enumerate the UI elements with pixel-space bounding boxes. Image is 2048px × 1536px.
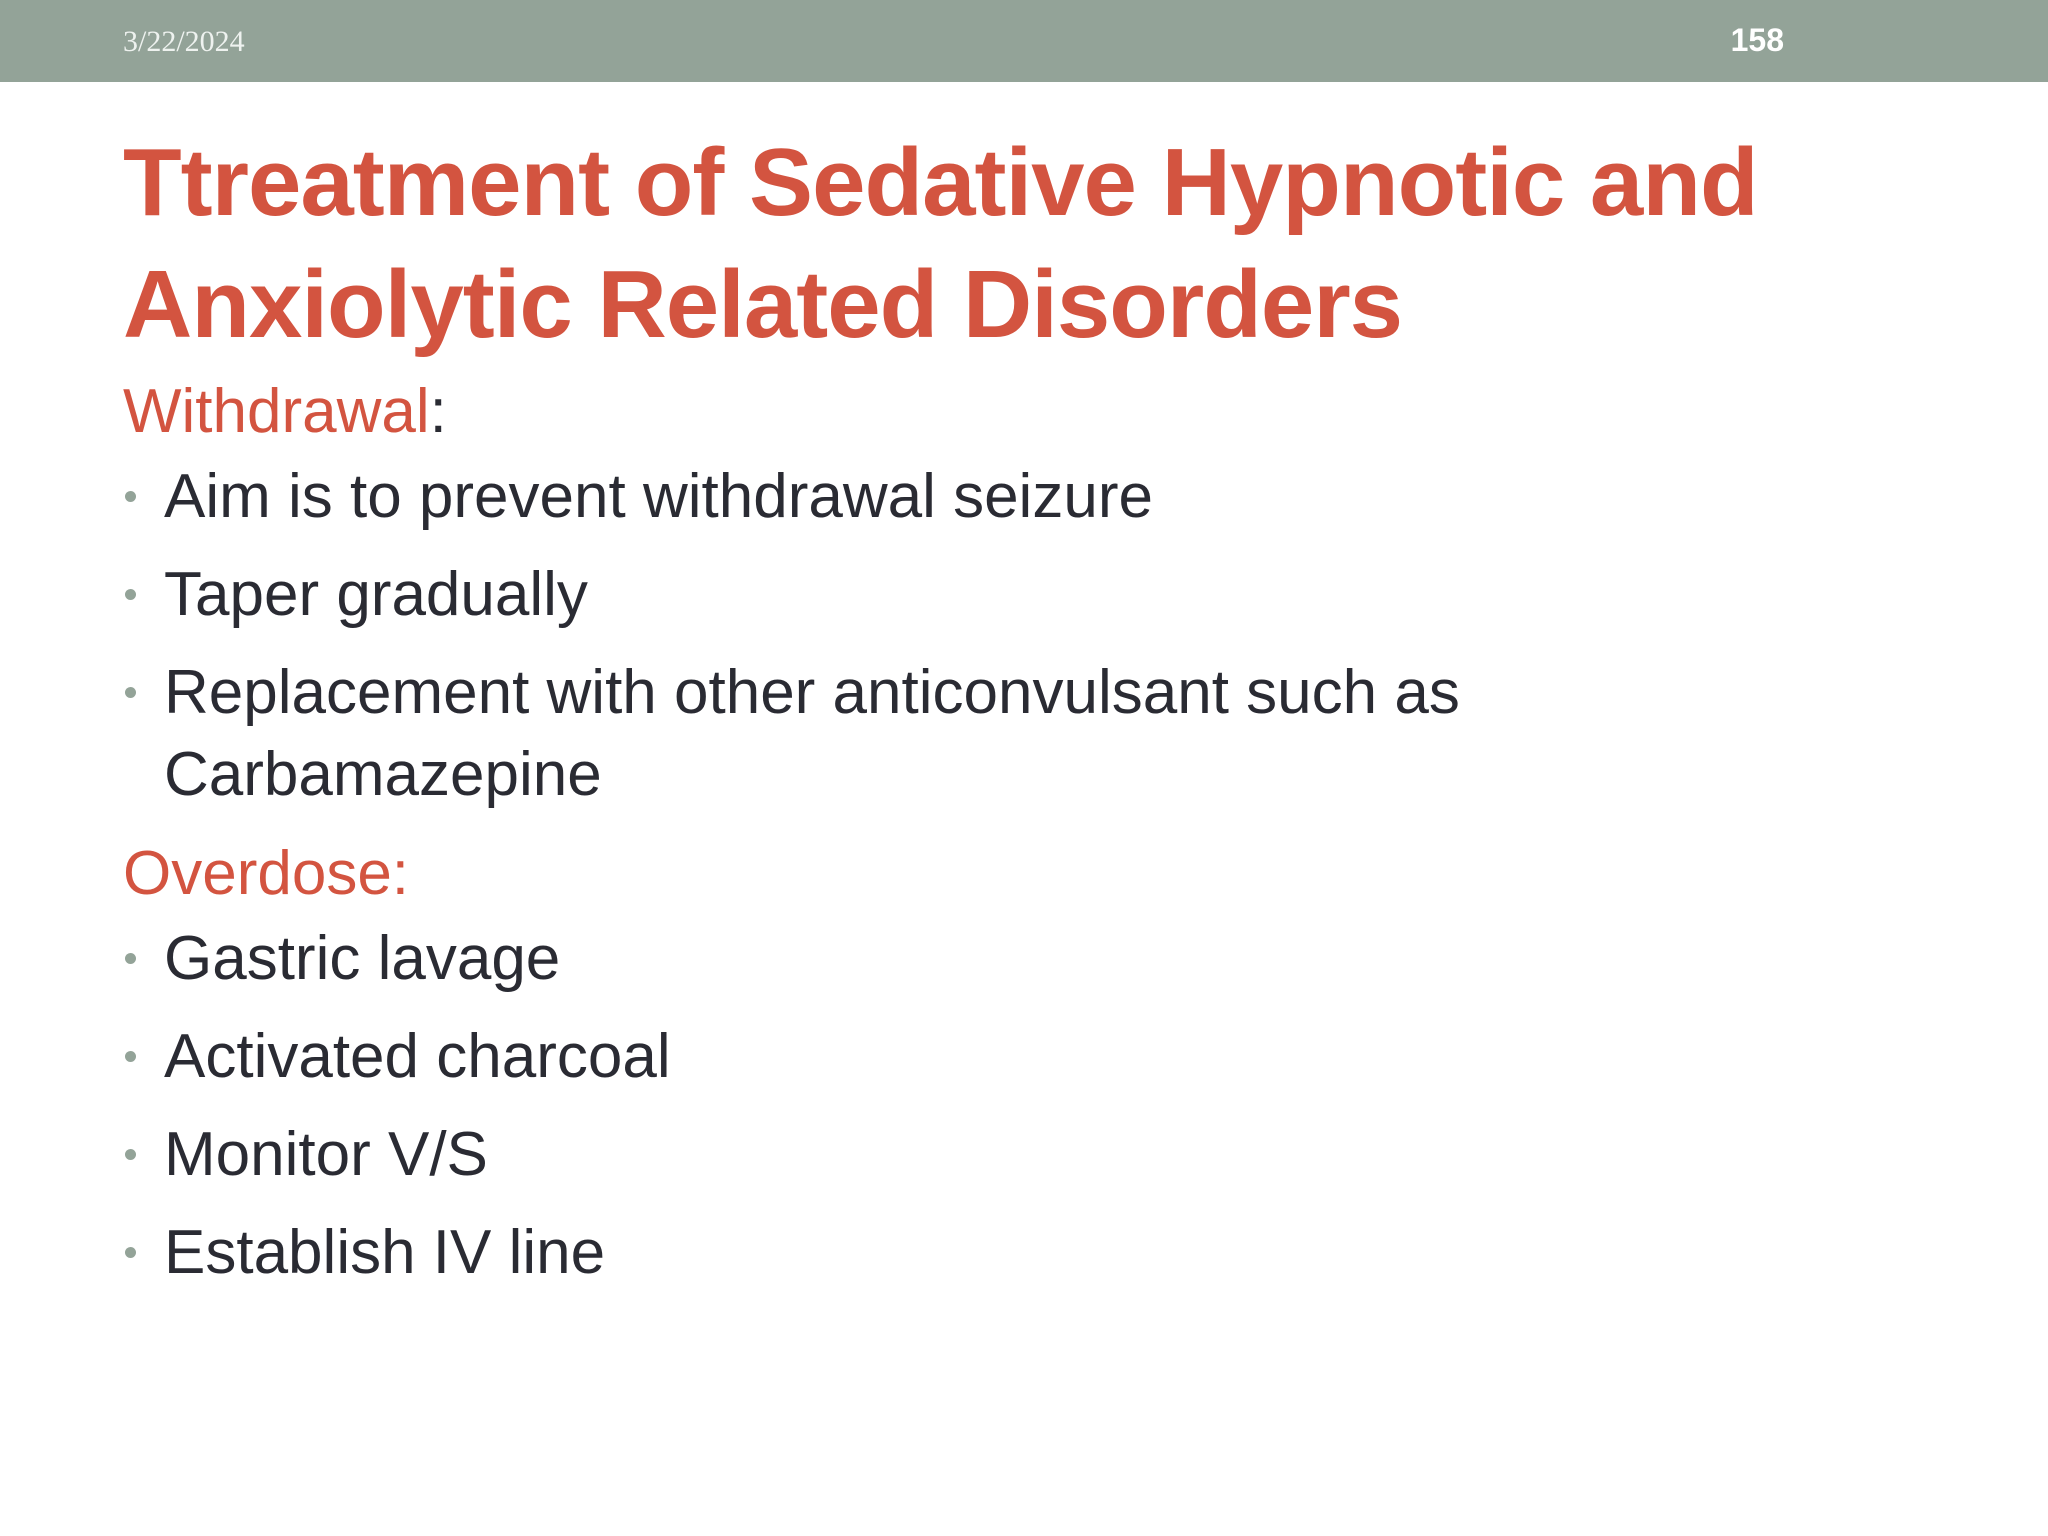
withdrawal-heading-colon: : [429,377,447,446]
list-item [123,456,1923,538]
slide-title [123,122,1973,366]
bullet-dot-icon [125,1149,136,1160]
bullet-dot-icon [125,953,136,964]
bullet-dot-icon [125,1247,136,1258]
list-item-text: Aim is to prevent withdrawal seizure [164,462,1153,531]
list-item [123,1212,1923,1294]
list-item-text: Monitor V/S [164,1120,488,1189]
list-item [123,918,1923,1000]
slide-title-line-1: Ttreatment of Sedative Hypnotic and [123,129,1758,236]
slide-date: 3/22/2024 [123,25,245,58]
list-item-text: Gastric lavage [164,924,561,993]
withdrawal-heading-text: Withdrawal [123,377,430,446]
bullet-dot-icon [125,589,136,600]
overdose-heading: Overdose: [123,839,410,908]
withdrawal-heading [123,370,1923,456]
slide-title-line-2: Anxiolytic Related Disorders [123,251,1403,358]
list-item-text: Taper gradually [164,560,588,629]
slide-number: 158 [1730,22,1784,58]
bullet-dot-icon [125,491,136,502]
slide-content [123,370,1923,1310]
list-item-text: Replacement with other anticonvulsant such as Carbamazepine [164,658,1460,809]
overdose-list [123,918,1923,1294]
list-item [123,554,1923,636]
bullet-dot-icon [125,687,136,698]
header-bar [0,0,2048,82]
list-item-text: Activated charcoal [164,1022,671,1091]
list-item-text: Establish IV line [164,1218,606,1287]
list-item [123,1016,1923,1098]
list-item [123,652,1724,816]
bullet-dot-icon [125,1051,136,1062]
withdrawal-list [123,456,1923,816]
list-item [123,1114,1923,1196]
